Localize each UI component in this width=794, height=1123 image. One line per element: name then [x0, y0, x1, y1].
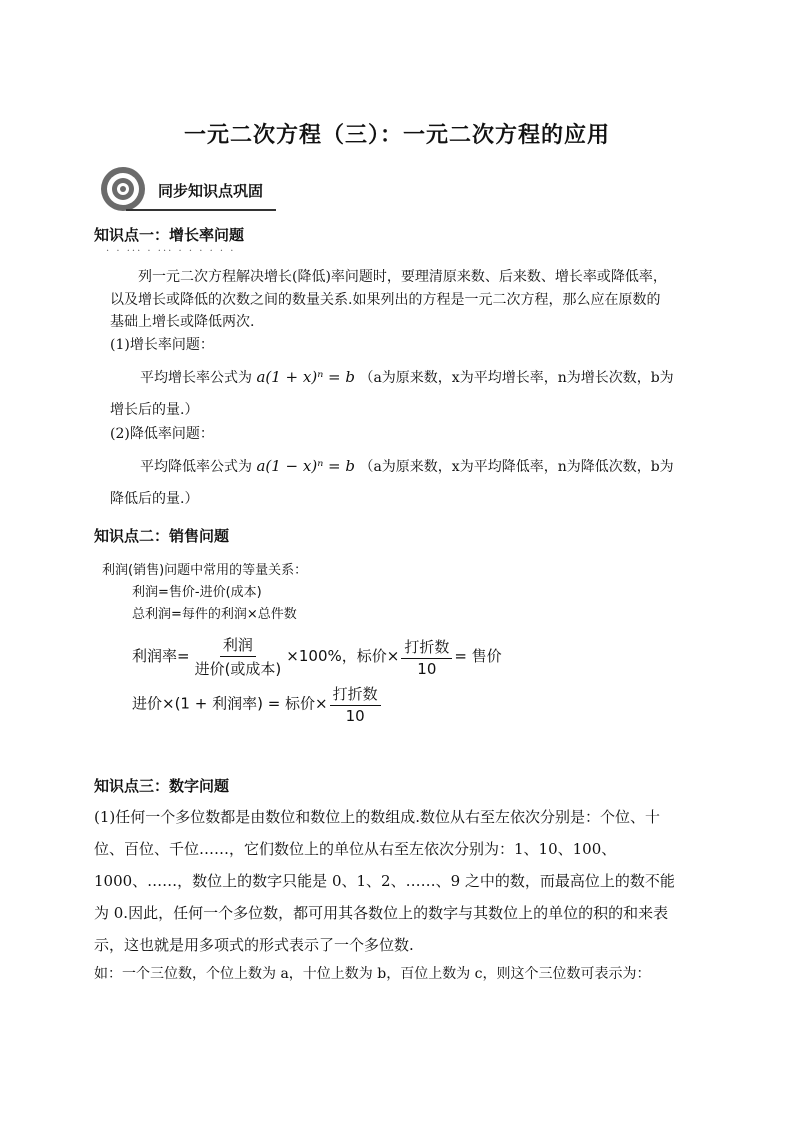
section3-line2: 位、百位、千位……，它们数位上的单位从右至左依次分别为：1、10、100、: [94, 840, 617, 858]
badge-underline: [126, 209, 276, 211]
section2-line2: 总利润=每件的利润×总件数: [132, 607, 297, 622]
f1-mid: ×100%，标价×: [286, 647, 400, 665]
badge-label: 同步知识点巩固: [158, 182, 264, 200]
item2-line: [140, 456, 674, 476]
item1-prefix: 平均增长率公式为: [140, 370, 252, 386]
item2-label: (2)降低率问题：: [110, 426, 214, 442]
f1-numerator: 利润: [220, 634, 256, 657]
section3-line5: 示，这也就是用多项式的形式表示了一个多位数.: [94, 936, 414, 954]
item1-line: [140, 367, 674, 387]
section3-line4: 为 0.因此，任何一个多位数，都可用其各数位上的数字与其数位上的单位的积的和来表: [94, 904, 669, 922]
profit-rate-formula: [132, 634, 502, 679]
cost-price-formula: [132, 683, 383, 725]
section2-line1: 利润=售价-进价(成本): [132, 585, 262, 600]
fraction-discount-2: [330, 683, 381, 725]
section2-intro: 利润(销售)问题中常用的等量关系：: [102, 563, 308, 578]
f1-denominator: 进价(或成本): [194, 660, 282, 678]
growth-formula: a(1 + x)ⁿ = b: [256, 368, 355, 386]
f2-numerator: 打折数: [330, 683, 381, 706]
item1-label: (1)增长率问题：: [110, 337, 214, 353]
item1-desc: （a为原来数，x为平均增长率，n为增长次数，b为: [359, 370, 674, 386]
section1-para-line2: 以及增长或降低的次数之间的数量关系.如果列出的方程是一元二次方程，那么应在原数的: [110, 292, 661, 308]
f1-denominator2: 10: [417, 659, 437, 678]
fraction-profit-rate: [192, 634, 285, 679]
item1-desc-cont: 增长后的量.）: [110, 402, 199, 418]
section3-line3: 1000、……，数位上的数字只能是 0、1、2、……、9 之中的数，而最高位上的数不能: [94, 872, 675, 890]
section1-heading: 知识点一：增长率问题: [94, 226, 245, 244]
dotted-divider: · · ··· · ··· · · · · · ·: [106, 246, 236, 257]
section3-heading: 知识点三：数字问题: [94, 777, 230, 795]
f2-denominator: 10: [345, 707, 365, 725]
fraction-discount: [401, 636, 452, 678]
decline-formula: a(1 − x)ⁿ = b: [256, 457, 355, 475]
section1-para-line3: 基础上增长或降低两次.: [110, 314, 255, 330]
f2-lhs: 进价×(1 + 利润率) = 标价×: [132, 694, 328, 713]
item2-prefix: 平均降低率公式为: [140, 459, 252, 475]
f1-lhs: 利润率=: [132, 647, 190, 665]
item2-desc-cont: 降低后的量.）: [110, 491, 199, 507]
section3-line6: 如：一个三位数，个位上数为 a，十位上数为 b，百位上数为 c，则这个三位数可表示为：: [94, 966, 651, 982]
target-icon: [100, 166, 146, 212]
section3-line1: (1)任何一个多位数都是由数位和数位上的数组成.数位从右至左依次分别是：个位、十: [94, 808, 661, 826]
item2-desc: （a为原来数，x为平均降低率，n为降低次数，b为: [359, 459, 674, 475]
f1-rhs: = 售价: [454, 647, 502, 665]
section2-heading: 知识点二：销售问题: [94, 527, 230, 545]
page-title: 一元二次方程（三）：一元二次方程的应用: [183, 122, 610, 148]
section1-para-line1: 列一元二次方程解决增长(降低)率问题时，要理清原来数、后来数、增长率或降低率，: [138, 269, 667, 285]
f1-numerator2: 打折数: [401, 636, 452, 659]
